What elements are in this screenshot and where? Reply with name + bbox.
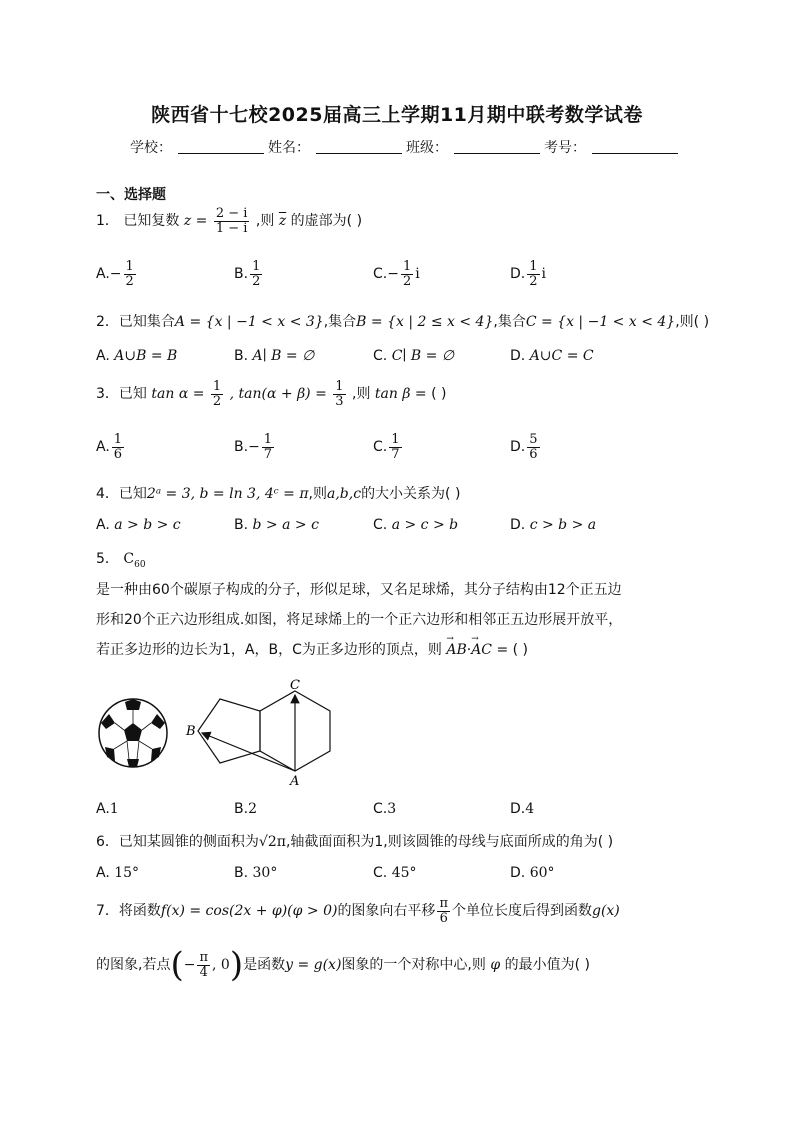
class-blank[interactable]: [454, 139, 540, 154]
question-5-header: 5． $C_{60}$: [96, 551, 146, 570]
q5-option-b[interactable]: B.2: [234, 801, 257, 817]
school-label: 学校：: [130, 140, 172, 156]
name-label: 姓名：: [268, 140, 310, 156]
q5-option-a[interactable]: A.1: [96, 801, 119, 817]
id-blank[interactable]: [592, 139, 678, 154]
id-label: 考号：: [544, 140, 586, 156]
question-1: 1． 已知复数 z = $\frac{2 - i}{1 - i}$ ,则 $\overline{z}$ 的虚部为( ): [96, 206, 363, 236]
q4-option-c[interactable]: C. a > c > b: [373, 517, 459, 533]
q6-option-c[interactable]: C. 45°: [373, 865, 417, 881]
question-4: 4．已知2ᵃ = 3, b = ln 3, 4ᶜ = π,则a,b,c的大小关系为( ): [96, 486, 461, 502]
q3-option-d[interactable]: D. $\frac{5}{6}$: [510, 432, 538, 462]
name-blank[interactable]: [316, 139, 402, 154]
q3-option-a[interactable]: A. $\frac{1}{6}$: [96, 432, 123, 462]
q1-option-c[interactable]: C.− $\frac{1}{2}$ i: [373, 259, 420, 289]
q6-option-b[interactable]: B. 30°: [234, 865, 278, 881]
q1-option-d[interactable]: D. $\frac{1}{2}$ i: [510, 259, 546, 289]
question-7-line-1: 7．将函数f(x) = cos(2x + φ)(φ > 0)的图象向右平移 $\frac{\pi}{6}$ 个单位长度后得到函数g(x): [96, 896, 620, 926]
q4-option-a[interactable]: A. a > b > c: [96, 517, 181, 533]
question-6: 6．已知某圆锥的侧面积为√2π,轴截面面积为1,则该圆锥的母线与底面所成的角为( ): [96, 834, 614, 850]
q2-option-d[interactable]: D. A∪C = C: [510, 348, 594, 364]
label-a: A: [290, 774, 300, 789]
polygon-net-figure: [180, 677, 340, 789]
q1-option-a[interactable]: A.− $\frac{1}{2}$: [96, 259, 134, 289]
question-3: 3．已知 tan α = $\frac{1}{2}$ , tan(α + β) = $\frac{1}{3}$ ,则 tan β = ( ): [96, 379, 447, 409]
q6-option-a[interactable]: A. 15°: [96, 865, 140, 881]
soccer-ball-figure: [97, 697, 169, 769]
section-heading: 一、选择题: [96, 187, 166, 203]
exam-title: 陕西省十七校2025届高三上学期11月期中联考数学试卷: [151, 104, 643, 126]
school-blank[interactable]: [178, 139, 264, 154]
q6-option-d[interactable]: D. 60°: [510, 865, 555, 881]
question-2: 2．已知集合A = {x | −1 < x < 3},集合B = {x | 2 ≤ x < 4},集合C = {x | −1 < x < 4},则( ): [96, 314, 710, 330]
q2-option-b[interactable]: B. A∣ B = ∅: [234, 348, 315, 364]
q3-option-b[interactable]: B.− $\frac{1}{7}$: [234, 432, 273, 462]
q1-option-b[interactable]: B. $\frac{1}{2}$: [234, 259, 261, 289]
label-c: C: [290, 678, 300, 693]
q5-option-d[interactable]: D.4: [510, 801, 535, 817]
q4-option-d[interactable]: D. c > b > a: [510, 517, 597, 533]
question-7-line-2: 的图象,若点(− $\frac{\pi}{4}$ , 0)是函数y = g(x)图象的一个对称中心,则 φ 的最小值为( ): [96, 945, 590, 985]
q2-option-a[interactable]: A. A∪B = B: [96, 348, 178, 364]
class-label: 班级：: [406, 140, 448, 156]
q1-fraction: $\frac{2 - i}{1 - i}$: [215, 206, 248, 236]
label-b: B: [186, 724, 196, 739]
question-5-body: 是一种由60个碳原子构成的分子，形似足球，又名足球烯，其分子结构由12个正五边 形和20个正六边形组成.如图，将足球烯上的一个正六边形和相邻正五边形展开放平， 若正多边形的边长为1，A，B，C为正多边形的顶点，则 → AB·→ AC = ( ): [96, 575, 696, 665]
q2-option-c[interactable]: C. C∣ B = ∅: [373, 348, 455, 364]
q3-option-c[interactable]: C. $\frac{1}{7}$: [373, 432, 400, 462]
q4-option-b[interactable]: B. b > a > c: [234, 517, 319, 533]
student-info-row: [130, 137, 682, 157]
q5-option-c[interactable]: C.3: [373, 801, 397, 817]
